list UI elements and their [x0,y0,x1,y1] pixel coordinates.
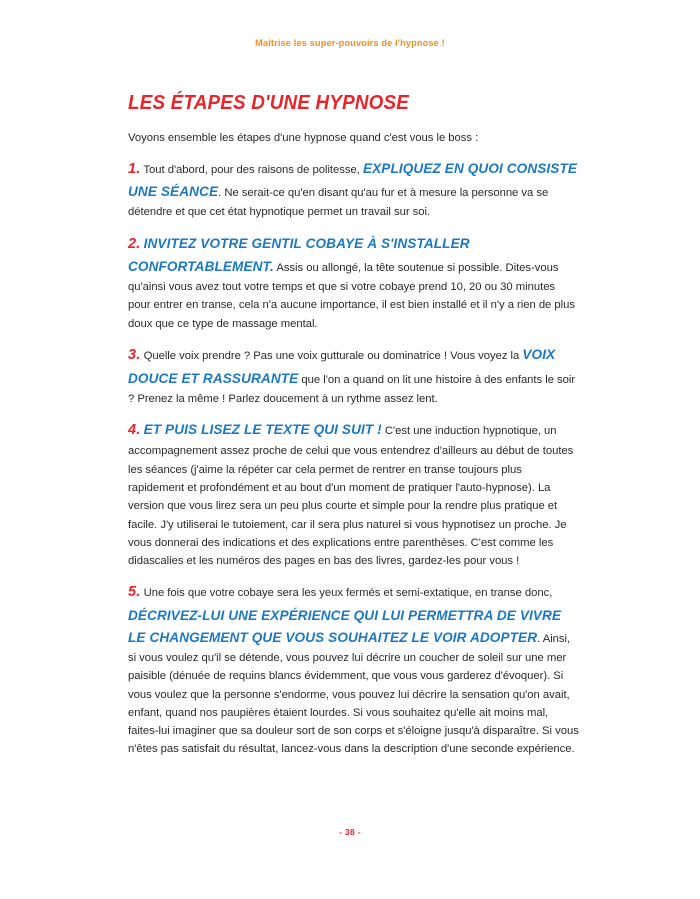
step-emphasis-text: ET PUIS LISEZ LE TEXTE QUI SUIT ! [143,421,382,437]
step-item-1 [128,158,580,222]
step-item-3 [128,344,580,408]
step-item-2 [128,233,580,333]
step-rest-text: Assis ou allongé, la tête soutenue si possible. Dites-vous qu'ainsi vous avez tout votre temps et que si votre cobaye prend 10, 20 ou 30 minutes pour entrer en transe, cela n'a aucune importance, il est bien installé et il n'y a rien de plus doux que ce type de massage mental. [128,262,575,330]
running-header: Maîtrise les super-pouvoirs de l'hypnose ! [255,38,445,48]
step-lead-text: Une fois que votre cobaye sera les yeux fermés et semi-extatique, en transe donc, [143,587,553,600]
page-number: - 38 - [339,827,361,837]
step-emphasis-text: DÉCRIVEZ-LUI UNE EXPÉRIENCE QUI LUI PERMETTRA DE VIVRE LE CHANGEMENT QUE VOUS SOUHAITEZ LE VOIR ADOPTER [128,607,562,645]
step-rest-text: C'est une induction hypnotique, un accompagnement assez proche de celui que vous entendrez d'ailleurs au début de toutes les séances (j'aime la répéter car cela permet de rentrer en transe toujours plus rapidement et profondément et au bout d'un moment de pratiquer l'auto-hypnose). La version que vous lirez sera un peu plus courte et simple pour la rendre plus pratique et facile. J'y utiliserai le tutoiement, car il sera plus naturel si vous hypnotisez un proche. Je vous donnerai des indications et des explications entre parenthèses. C'est comme les didascalies et les numéros des pages en bas des livres, gardez-les pour vous ! [128,424,574,568]
step-item-4 [128,419,580,571]
step-number: 4. [128,421,141,438]
step-lead-text: Quelle voix prendre ? Pas une voix gutturale ou dominatrice ! Vous voyez la [143,350,520,363]
step-rest-text: . Ainsi, si vous voulez qu'il se détende, vous pouvez lui décrire un coucher de soleil sur une mer paisible (dénuée de requins blancs évidemment, que vous vous garderez d'évoquer). Si vous voulez que la personne s'endorme, vous pouvez lui décrire la sensation qu'on avait, enfant, quand nos paupières étaient lourdes. Si vous souhaitez qu'elle ait moins mal, faites-lui imaginer que sa douleur sort de son corps et s'éloigne jusqu'à disparaître. Si vous n'êtes pas satisfait du résultat, lancez-vous dans la description d'une seconde expérience. [128,632,579,756]
page-content [128,92,580,759]
step-rest-text: que l'on a quand on lit une histoire à des enfants le soir ? Prenez la même ! Parlez doucement à un rythme assez lent. [128,373,576,405]
step-item-5 [128,581,580,758]
step-emphasis-text: VOIX DOUCE ET RASSURANTE [128,347,556,386]
step-number: 2. [128,235,141,252]
step-number: 3. [128,347,141,364]
step-lead-text: Tout d'abord, pour des raisons de politesse, [143,163,360,176]
section-title: LES ÉTAPES D'UNE HYPNOSE [128,91,410,114]
step-number: 5. [128,584,141,601]
intro-paragraph: Voyons ensemble les étapes d'une hypnose quand c'est vous le boss : [128,131,479,144]
step-number: 1. [128,160,141,177]
step-emphasis-text: EXPLIQUEZ EN QUOI CONSISTE UNE SÉANCE [128,160,578,200]
step-rest-text: . Ne serait-ce qu'en disant qu'au fur et à mesure la personne va se détendre et que cet état hypnotique permet un travail sur soi. [128,187,549,219]
step-emphasis-text: INVITEZ VOTRE GENTIL COBAYE À S'INSTALLER CONFORTABLEMENT. [128,235,470,275]
